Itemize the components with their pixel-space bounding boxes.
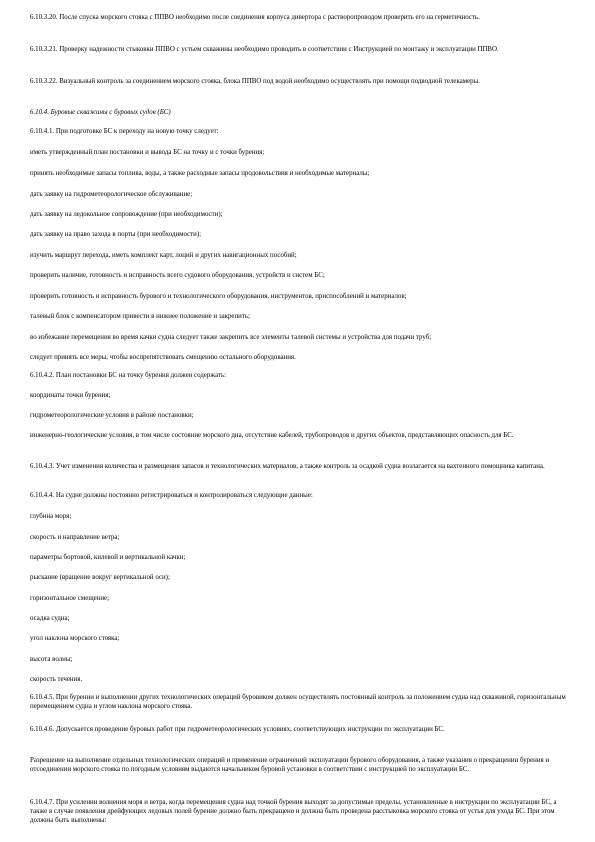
list-item: скорость течения. <box>30 676 83 683</box>
list-item: талевый блок с компенсатором привести в нижнее положение и закрепить; <box>30 313 250 320</box>
paragraph-6-10-3-21: 6.10.3.21. Проверку надежности стыковки ППВО с устьем скважины необходимо проводить в соответствии с Инструкцией по монтажу и эксплуатации ППВО. <box>30 46 499 53</box>
paragraph-6-10-3-20: 6.10.3.20. После спуска морского стояка с ППВО необходимо после соединения корпуса дивертора с растворопроводом проверить его на герметичность. <box>30 14 480 21</box>
section-heading-6-10-4: 6.10.4. Буровые скважины с буровых судов (БС) <box>30 109 171 116</box>
paragraph-permission: Разрешение на выполнение отдельных технологических операций и применение ограничений эксплуатации бурового оборудования, а также указания о прекращении бурения и отсоединении морского стояка по погодным условиям выдаются начальником буровой установки в соответствии с инструкцией по эксплуатации БС. <box>30 757 550 773</box>
list-item: горизонтальное смещение; <box>30 595 110 602</box>
list-item: следует принять все меры, чтобы воспрепятствовать смещению остального оборудования. <box>30 354 296 361</box>
list-item: дать заявку на ледокольное сопровождение (при необходимости); <box>30 211 223 218</box>
paragraph-6-10-4-7: 6.10.4.7. При усилении волнения моря и ветра, когда перемещения судна над точкой бурения выходят за допустимые пределы, установленные в инструкции по эксплуатации БС, а также в случае появления дрейфующих ледовых полей бурение должно быть прекращено и должна быть проведена расстыковка морского стояка от устья для ухода БС. При этом должны быть выполнены: <box>30 799 557 824</box>
paragraph-6-10-4-2: 6.10.4.2. План постановки БС на точку бурения должен содержать: <box>30 372 227 379</box>
list-item: проверить готовность и исправность бурового и технологического оборудования, инструментов, приспособлений и материалов; <box>30 293 407 300</box>
list-item: координаты точки бурения; <box>30 392 111 399</box>
list-item: проверить наличие, готовность и исправность всего судового оборудования, устройств и систем БС; <box>30 272 325 279</box>
paragraph-6-10-3-22: 6.10.3.22. Визуальный контроль за соединением морского стояка, блока ППВО под водой необходимо осуществлять при помощи подводной телекамеры. <box>30 78 480 85</box>
list-item: дать заявку на право захода в порты (при необходимости); <box>30 231 202 238</box>
list-item: осадка судна; <box>30 615 70 622</box>
list-item: во избежание перемещения во время качки судна следует также закрепить все элементы талевой системы и устройства для подачи труб; <box>30 334 432 341</box>
paragraph-6-10-4-4: 6.10.4.4. На судне должны постоянно регистрироваться и контролироваться следующие данные: <box>30 492 313 499</box>
paragraph-6-10-4-5: 6.10.4.5. При бурении и выполнении других технологических операций буровиком должен осуществлять постоянный контроль за положением судна над скважиной, горизонтальным перемещением судна и углом наклона морского стояка. <box>30 694 566 710</box>
list-item: гидрометеорологические условия в районе постановки; <box>30 412 194 419</box>
list-item: высота волны; <box>30 656 73 663</box>
paragraph-6-10-4-6: 6.10.4.6. Допускается проведение буровых работ при гидрометеорологических условиях, соответствующих инструкции по эксплуатации БС. <box>30 726 445 733</box>
list-item: иметь утвержденный план постановки и вывода БС на точку и с точки бурения; <box>30 149 265 156</box>
list-item: угол наклона морского стояка; <box>30 635 120 642</box>
list-item: дать заявку на гидрометеорологическое обслуживание; <box>30 191 193 198</box>
list-item: принять необходимые запасы топлива, воды, а также расходные запасы продовольствия и необходимые материалы; <box>30 170 370 177</box>
list-item: глубина моря; <box>30 513 72 520</box>
list-item: изучить маршрут перехода, иметь комплект карт, лоций и других навигационных пособий; <box>30 252 297 259</box>
paragraph-6-10-4-3: 6.10.4.3. Учет изменения количества и размещения запасов и технологических материалов, а также контроль за осадкой судна возлагается на вахтенного помощника капитана. <box>30 463 545 470</box>
list-item: рыскание (вращение вокруг вертикальной оси); <box>30 574 170 581</box>
paragraph-6-10-4-1: 6.10.4.1. При подготовке БС к переходу на новую точку следует: <box>30 128 219 135</box>
list-item: параметры бортовой, килевой и вертикальной качки; <box>30 554 186 561</box>
list-item: инженерно-геологические условия, в том числе состояние морского дна, отсутствие кабелей, трубопроводов и других объектов, представляющих опасность для БС. <box>30 432 514 439</box>
list-item: скорость и направление ветра; <box>30 534 120 541</box>
